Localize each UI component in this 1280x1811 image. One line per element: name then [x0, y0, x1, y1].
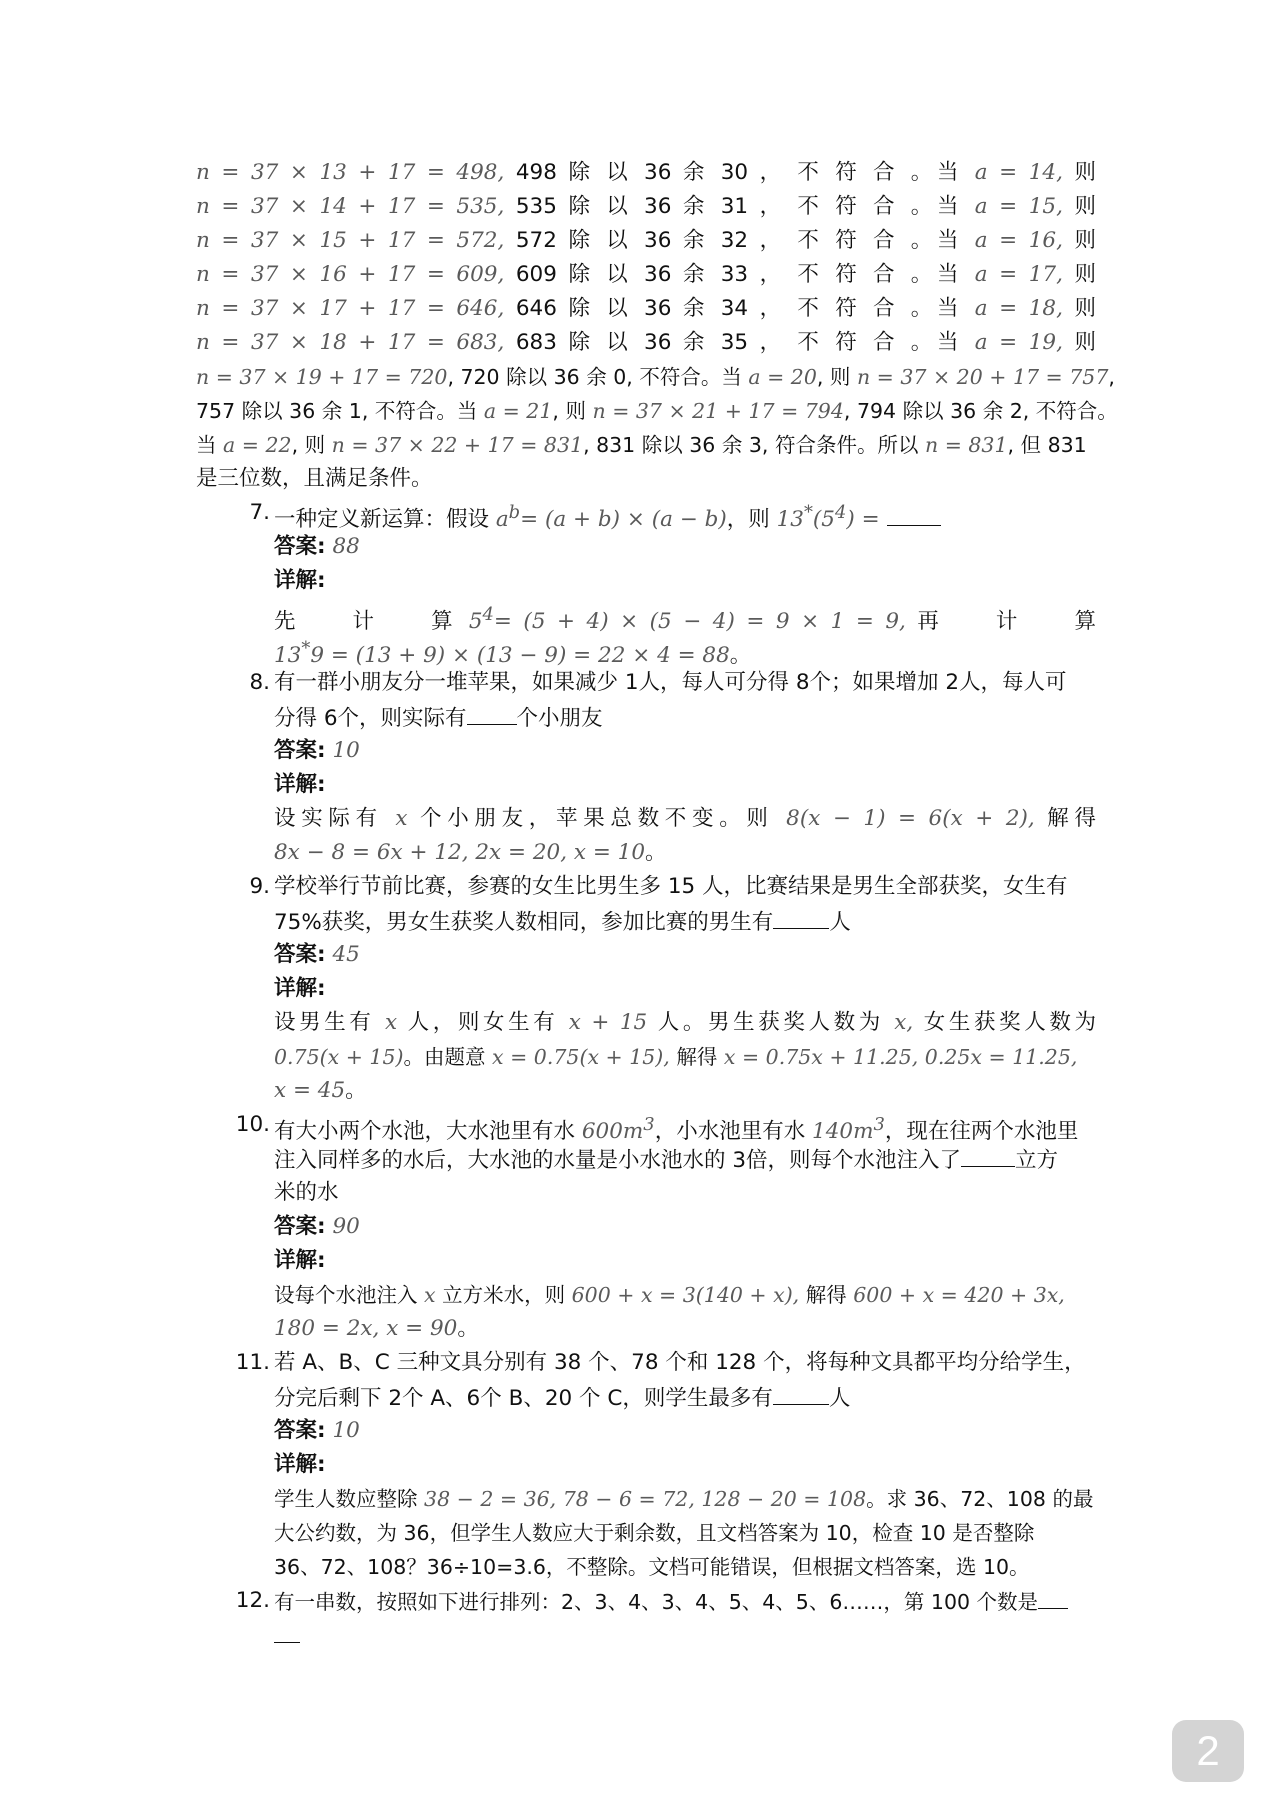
detail-label: 详解:: [274, 772, 326, 797]
question-text: 75%获奖，男女生获奖人数相同，参加比赛的男生有 人: [274, 904, 1096, 938]
detail-line: 学生人数应整除 38 − 2 = 36, 78 − 6 = 72, 128 − 20 = 108。求 36、72、108 的最: [274, 1487, 1094, 1511]
detail-line: 0.75(x + 15)。由题意 x = 0.75(x + 15), 解得 x = 0.75x + 11.25, 0.25x = 11.25,: [274, 1045, 1078, 1069]
question-number: 11.: [235, 1350, 270, 1375]
answer-blank: [274, 1618, 300, 1643]
question-number: 12.: [235, 1588, 270, 1613]
answer-blank: [467, 700, 517, 725]
question-text: 有一群小朋友分一堆苹果，如果减少 1人，每人可分得 8个；如果增加 2人，每人可: [274, 670, 1067, 695]
answer-blank: [773, 1380, 829, 1405]
continuation-line: n = 37 × 16 + 17 = 609, 609 除 以 36 余 33 ， 不 符 合 。当 a = 17, 则: [196, 262, 1096, 287]
question-text: 学校举行节前比赛，参赛的女生比男生多 15 人，比赛结果是男生全部获奖，女生有: [274, 874, 1068, 899]
question-number: 7.: [249, 500, 270, 525]
question-text: 有大小两个水池，大水池里有水 $600m^3$，小水池里有水 $140m^3$，现在往两个水池里: [274, 1114, 1079, 1145]
question-text: 注入同样多的水后，大水池的水量是小水池水的 3倍，则每个水池注入了 立方: [274, 1142, 1096, 1176]
answer-line: 答案: 90: [274, 1214, 360, 1239]
detail-label: 详解:: [274, 568, 326, 593]
detail-label: 详解:: [274, 1452, 326, 1477]
question-text: [274, 1618, 1096, 1652]
detail-line: 180 = 2x, x = 90。: [274, 1316, 479, 1341]
detail-label: 详解:: [274, 1248, 326, 1273]
detail-line: 8x − 8 = 6x + 12, 2x = 20, x = 10。: [274, 840, 667, 865]
continuation-line: 757 除以 36 余 1, 不符合。当 a = 21, 则 n = 37 × 21 + 17 = 794, 794 除以 36 余 2, 不符合。: [196, 399, 1118, 423]
continuation-line: n = 37 × 13 + 17 = 498, 498 除 以 36 余 30 ， 不 符 合 。当 a = 14, 则: [196, 160, 1096, 185]
question-text: 一种定义新运算：假设 $a^b= (a + b) \times (a - b)$，则 $13^*(5^4)$ =: [274, 496, 1096, 530]
question-number: 10.: [235, 1112, 270, 1137]
detail-line: x = 45。: [274, 1078, 367, 1103]
continuation-line: n = 37 × 15 + 17 = 572, 572 除 以 36 余 32 ， 不 符 合 。当 a = 16, 则: [196, 228, 1096, 253]
question-number: 8.: [249, 670, 270, 695]
answer-blank: [773, 904, 829, 929]
answer-blank: [1038, 1584, 1068, 1609]
question-text: 分得 6个，则实际有 个小朋友: [274, 700, 1096, 734]
question-text: 若 A、B、C 三种文具分别有 38 个、78 个和 128 个，将每种文具都平均分给学生，: [274, 1350, 1086, 1375]
detail-line: 36、72、108？36÷10=3.6，不整除。文档可能错误，但根据文档答案，选 10。: [274, 1555, 1030, 1579]
continuation-line: n = 37 × 19 + 17 = 720, 720 除以 36 余 0, 不符合。当 a = 20, 则 n = 37 × 20 + 17 = 757,: [196, 365, 1115, 389]
detail-line: 设每个水池注入 x 立方米水，则 600 + x = 3(140 + x), 解得 600 + x = 420 + 3x,: [274, 1283, 1065, 1307]
question-text: 米的水: [274, 1180, 339, 1205]
continuation-line: n = 37 × 18 + 17 = 683, 683 除 以 36 余 35 ， 不 符 合 。当 a = 19, 则: [196, 330, 1096, 355]
question-text: 有一串数，按照如下进行排列：2、3、4、3、4、5、4、5、6……，第 100 个数是: [274, 1584, 1096, 1618]
continuation-line: 当 a = 22, 则 n = 37 × 22 + 17 = 831, 831 除以 36 余 3, 符合条件。所以 n = 831, 但 831: [196, 433, 1087, 457]
detail-line: 先 计 算 $5^4= (5 + 4) \times (5 - 4) = 9 \times 1 = 9$, 再 计 算: [274, 604, 1096, 635]
detail-line: 13*9 = (13 + 9) × (13 − 9) = 22 × 4 = 88。: [274, 638, 752, 669]
continuation-line: n = 37 × 17 + 17 = 646, 646 除 以 36 余 34 ， 不 符 合 。当 a = 18, 则: [196, 296, 1096, 321]
answer-line: 答案: 10: [274, 1418, 360, 1443]
answer-line: 答案: 88: [274, 534, 360, 559]
detail-line: 设男生有 x 人，则女生有 x + 15 人。男生获奖人数为 x, 女生获奖人数为: [274, 1010, 1096, 1035]
detail-line: 设实际有 x 个小朋友，苹果总数不变。则 8(x − 1) = 6(x + 2), 解得: [274, 806, 1096, 831]
question-number: 9.: [249, 874, 270, 899]
answer-blank: [887, 501, 941, 526]
continuation-line: 是三位数，且满足条件。: [196, 466, 433, 491]
answer-line: 答案: 10: [274, 738, 360, 763]
detail-label: 详解:: [274, 976, 326, 1001]
page-number-badge: 2: [1172, 1720, 1244, 1782]
question-text: 分完后剩下 2个 A、6个 B、20 个 C，则学生最多有 人: [274, 1380, 1096, 1414]
detail-line: 大公约数，为 36，但学生人数应大于剩余数，且文档答案为 10，检查 10 是否整除: [274, 1521, 1035, 1545]
answer-line: 答案: 45: [274, 942, 360, 967]
continuation-line: n = 37 × 14 + 17 = 535, 535 除 以 36 余 31 ， 不 符 合 。当 a = 15, 则: [196, 194, 1096, 219]
answer-blank: [961, 1142, 1015, 1167]
